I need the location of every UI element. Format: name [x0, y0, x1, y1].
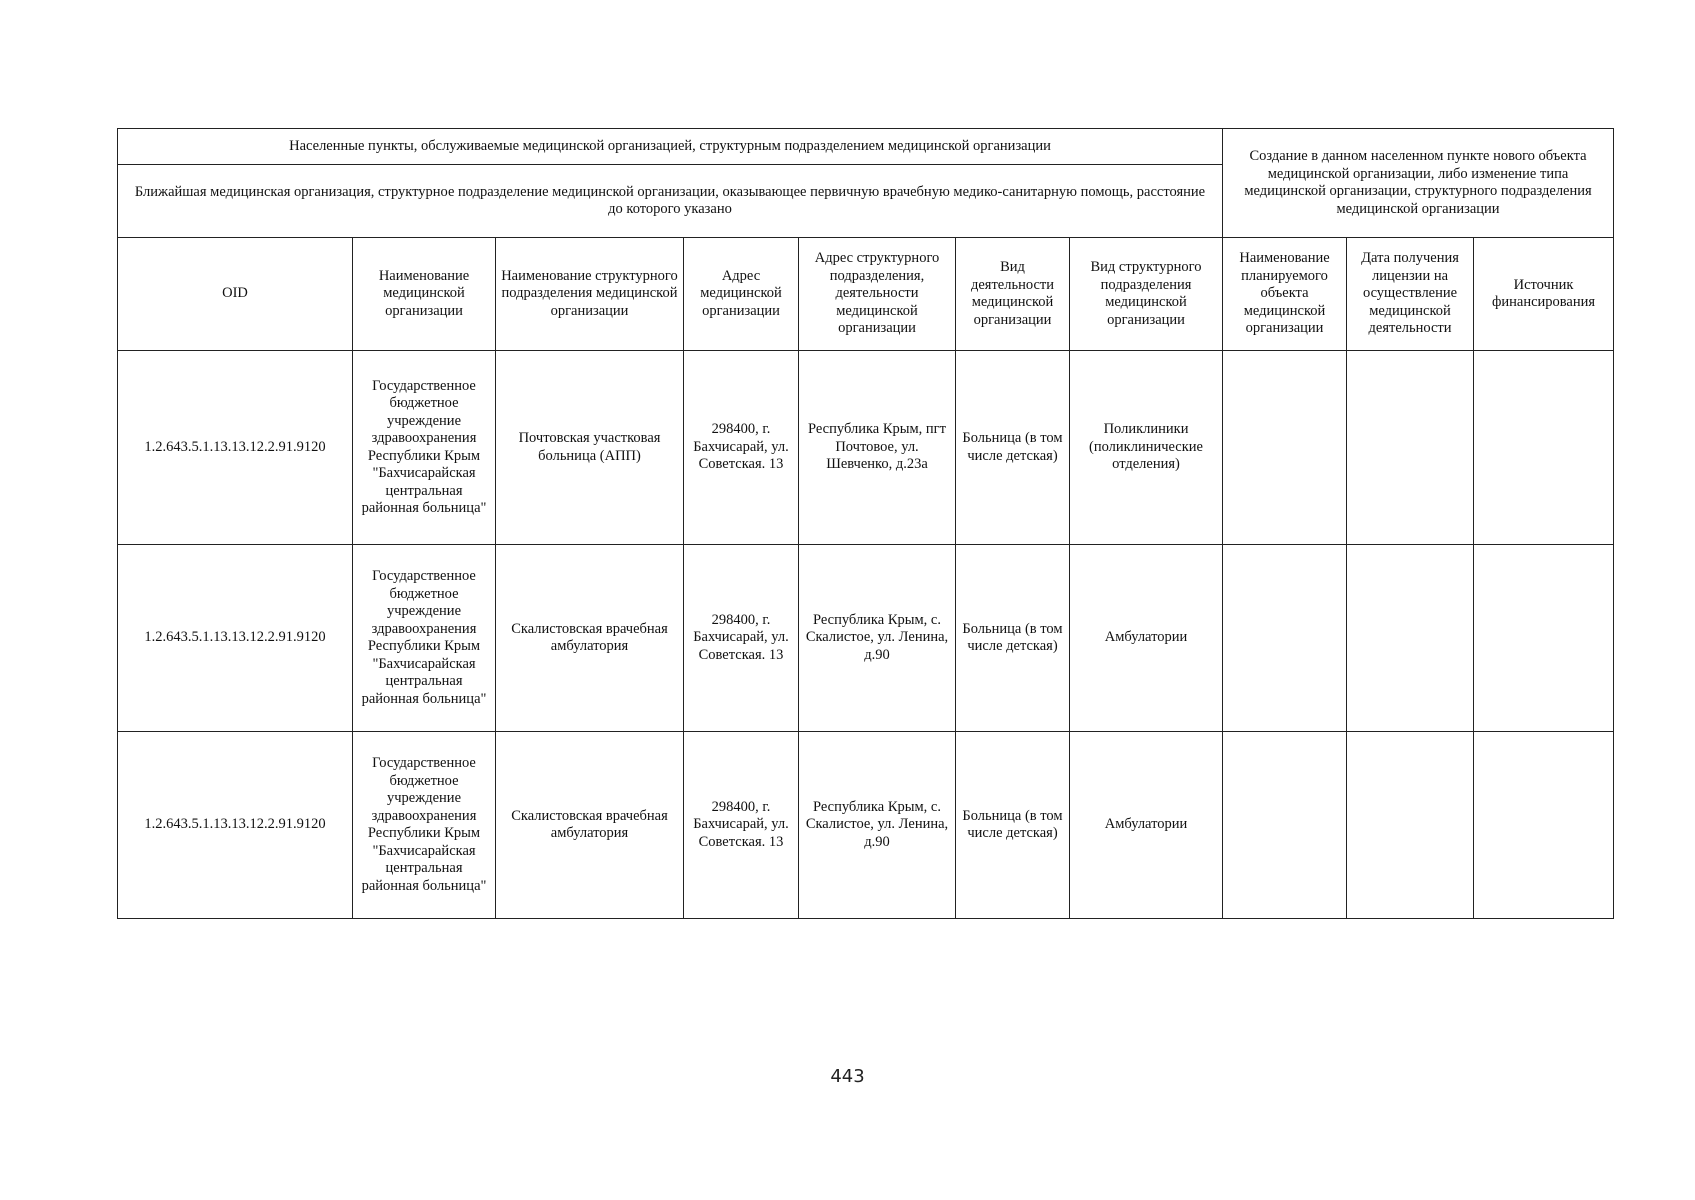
cell-org-address: 298400, г. Бахчисарай, ул. Советская. 13: [684, 545, 799, 732]
col-header-planned: Наименование планируемого объекта медицинской организации: [1223, 238, 1347, 351]
cell-unit-address: Республика Крым, с. Скалистое, ул. Ленина, д.90: [799, 545, 956, 732]
column-header-row: [118, 238, 1614, 351]
cell-unit-type: Амбулатории: [1070, 545, 1223, 732]
col-header-unit-address: Адрес структурного подразделения, деятельности медицинской организации: [799, 238, 956, 351]
cell-activity: Больница (в том числе детская): [956, 545, 1070, 732]
cell-license-date: [1347, 732, 1474, 919]
cell-org-name: Государственное бюджетное учреждение здравоохранения Республики Крым "Бахчисарайская центральная районная больница": [353, 545, 496, 732]
cell-unit-type: Поликлиники (поликлинические отделения): [1070, 351, 1223, 545]
cell-org-name: Государственное бюджетное учреждение здравоохранения Республики Крым "Бахчисарайская центральная районная больница": [353, 732, 496, 919]
cell-unit-address: Республика Крым, с. Скалистое, ул. Ленина, д.90: [799, 732, 956, 919]
cell-planned: [1223, 351, 1347, 545]
header-creation: Создание в данном населенном пункте нового объекта медицинской организации, либо изменение типа медицинской организации, структурного подразделения медицинской организации: [1223, 129, 1614, 238]
col-header-unit-type: Вид структурного подразделения медицинской организации: [1070, 238, 1223, 351]
col-header-org-name: Наименование медицинской организации: [353, 238, 496, 351]
cell-funding: [1474, 351, 1614, 545]
cell-planned: [1223, 545, 1347, 732]
header-settlements: Населенные пункты, обслуживаемые медицинской организацией, структурным подразделением медицинской организации: [118, 129, 1223, 165]
cell-org-address: 298400, г. Бахчисарай, ул. Советская. 13: [684, 732, 799, 919]
page-number: 443: [830, 1066, 865, 1087]
cell-funding: [1474, 732, 1614, 919]
cell-activity: Больница (в том числе детская): [956, 351, 1070, 545]
header-nearest: Ближайшая медицинская организация, структурное подразделение медицинской организации, оказывающее первичную врачебную медико-санитарную помощь, расстояние до которого указано: [118, 165, 1223, 238]
header-row-settlements: [118, 129, 1614, 165]
cell-org-address: 298400, г. Бахчисарай, ул. Советская. 13: [684, 351, 799, 545]
cell-license-date: [1347, 545, 1474, 732]
cell-planned: [1223, 732, 1347, 919]
cell-unit-name: Скалистовская врачебная амбулатория: [496, 732, 684, 919]
table-row: [118, 351, 1614, 545]
col-header-org-address: Адрес медицинской организации: [684, 238, 799, 351]
col-header-funding: Источник финансирования: [1474, 238, 1614, 351]
col-header-unit-name: Наименование структурного подразделения медицинской организации: [496, 238, 684, 351]
cell-license-date: [1347, 351, 1474, 545]
cell-unit-address: Республика Крым, пгт Почтовое, ул. Шевченко, д.23а: [799, 351, 956, 545]
cell-funding: [1474, 545, 1614, 732]
document-sheet: [117, 128, 1613, 919]
col-header-oid: OID: [118, 238, 353, 351]
table-row: [118, 545, 1614, 732]
cell-org-name: Государственное бюджетное учреждение здравоохранения Республики Крым "Бахчисарайская центральная районная больница": [353, 351, 496, 545]
col-header-license-date: Дата получения лицензии на осуществление медицинской деятельности: [1347, 238, 1474, 351]
cell-unit-name: Почтовская участковая больница (АПП): [496, 351, 684, 545]
cell-oid: 1.2.643.5.1.13.13.12.2.91.9120: [118, 732, 353, 919]
table-row: [118, 732, 1614, 919]
cell-oid: 1.2.643.5.1.13.13.12.2.91.9120: [118, 351, 353, 545]
cell-unit-name: Скалистовская врачебная амбулатория: [496, 545, 684, 732]
medical-organizations-table: [117, 128, 1614, 919]
cell-unit-type: Амбулатории: [1070, 732, 1223, 919]
col-header-activity: Вид деятельности медицинской организации: [956, 238, 1070, 351]
cell-activity: Больница (в том числе детская): [956, 732, 1070, 919]
cell-oid: 1.2.643.5.1.13.13.12.2.91.9120: [118, 545, 353, 732]
